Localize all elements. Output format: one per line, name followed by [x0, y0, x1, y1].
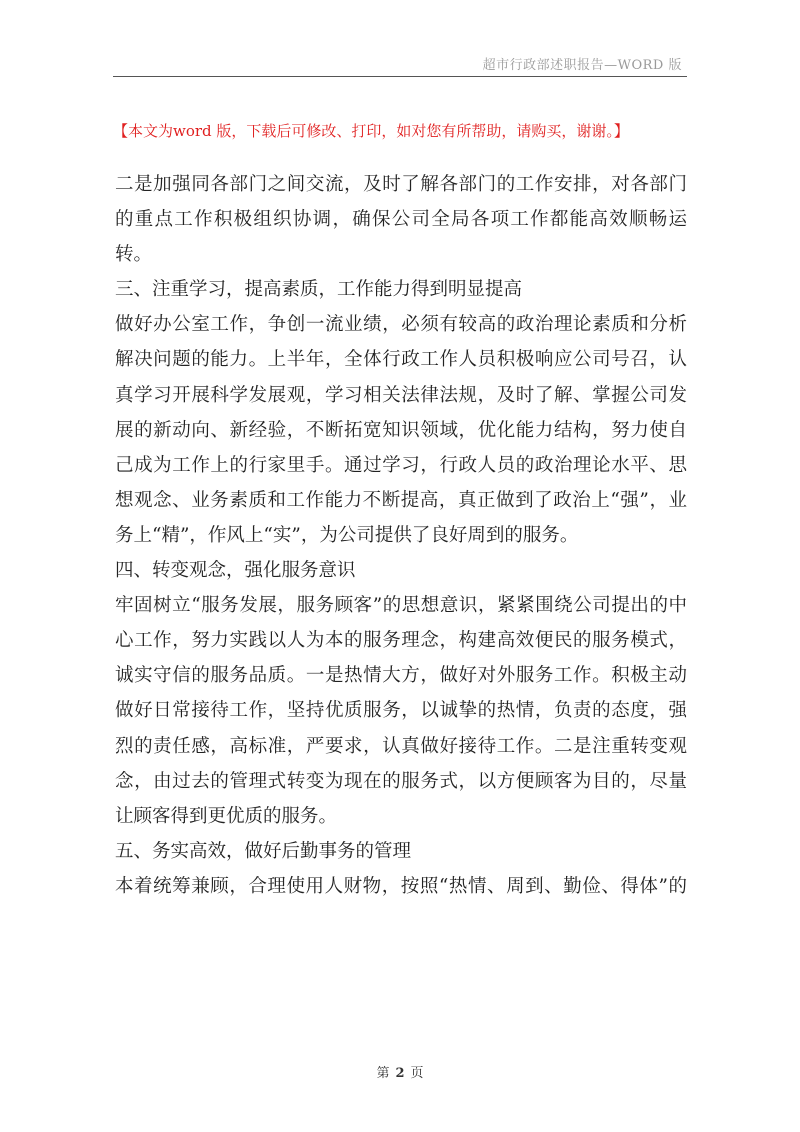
- document-header-title: 超市行政部述职报告—WORD 版: [482, 58, 682, 73]
- body-line: 真学习开展科学发展观，学习相关法律法规，及时了解、掌握公司发: [115, 384, 687, 406]
- page-label-prefix: 第: [376, 1066, 390, 1081]
- body-line: 转。: [115, 244, 153, 266]
- body-line: 解决问题的能力。上半年，全体行政工作人员积极响应公司号召，认: [115, 349, 687, 371]
- body-line: 诚实守信的服务品质。一是热情大方，做好对外服务工作。积极主动: [115, 665, 687, 687]
- body-line: 让顾客得到更优质的服务。: [115, 805, 338, 827]
- body-line: 二是加强同各部门之间交流，及时了解各部门的工作安排，对各部门: [115, 174, 687, 195]
- page-label-suffix: 页: [410, 1066, 424, 1081]
- body-line: 念，由过去的管理式转变为现在的服务式，以方便顾客为目的，尽量: [115, 770, 687, 792]
- document-body: [115, 167, 687, 904]
- download-notice: 【本文为word 版，下载后可修改、打印，如对您有所帮助，请购买，谢谢。】: [113, 122, 629, 140]
- body-line: 己成为工作上的行家里手。通过学习，行政人员的政治理论水平、思: [115, 454, 687, 476]
- body-line: 做好日常接待工作，坚持优质服务，以诚挚的热情，负责的态度，强: [115, 700, 687, 722]
- body-line: 务上“精”，作风上“实”，为公司提供了良好周到的服务。: [115, 524, 579, 546]
- page-number: 2: [395, 1066, 405, 1081]
- body-line: 想观念、业务素质和工作能力不断提高，真正做到了政治上“强”，业: [115, 489, 687, 511]
- body-line: 烈的责任感，高标准，严要求，认真做好接待工作。二是注重转变观: [115, 735, 687, 757]
- body-line: 展的新动向、新经验，不断拓宽知识领域，优化能力结构，努力使自: [115, 419, 687, 441]
- body-line: 的重点工作积极组织协调，确保公司全局各项工作都能高效顺畅运: [115, 209, 687, 231]
- section-heading: 四、转变观念，强化服务意识: [115, 560, 356, 582]
- section-heading: 三、注重学习，提高素质，工作能力得到明显提高: [115, 279, 523, 301]
- body-line: 心工作，努力实践以人为本的服务理念，构建高效便民的服务模式，: [115, 630, 687, 652]
- header-divider: [113, 76, 687, 77]
- body-line: 做好办公室工作，争创一流业绩，必须有较高的政治理论素质和分析: [115, 314, 687, 336]
- section-heading: 五、务实高效，做好后勤事务的管理: [115, 840, 412, 862]
- page-footer: [0, 1062, 800, 1081]
- body-line: 牢固树立“服务发展，服务顾客”的思想意识，紧紧围绕公司提出的中: [115, 595, 687, 617]
- body-line: 本着统筹兼顾，合理使用人财物，按照“热情、周到、勤俭、得体”的: [115, 875, 687, 897]
